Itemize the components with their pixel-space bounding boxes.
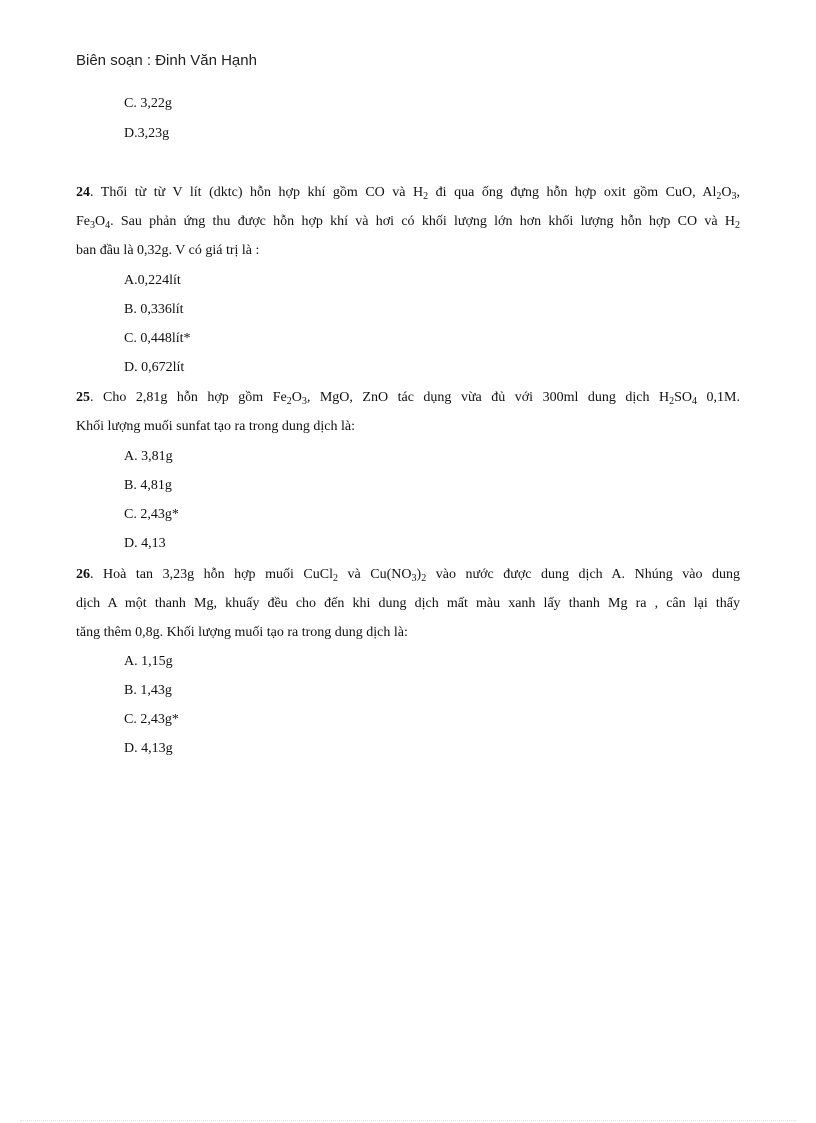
q26-line-3: tăng thêm 0,8g. Khối lượng muối tạo ra trong dung dịch là: — [76, 625, 408, 640]
q26-option-c: C. 2,43g* — [124, 712, 179, 727]
q25-option-a: A. 3,81g — [124, 449, 173, 464]
page-bottom-divider — [20, 1120, 796, 1121]
question-number: 24 — [76, 185, 90, 200]
q25-text: O — [291, 390, 302, 405]
question-26-stem — [76, 560, 740, 647]
q23-option-c: C. 3,22g — [124, 96, 172, 111]
author-header: Biên soạn : Đinh Văn Hạnh — [76, 52, 257, 69]
subscript: 2 — [286, 396, 292, 407]
question-24-stem — [76, 178, 740, 265]
q25-text: SO — [674, 390, 693, 405]
q23-option-d: D.3,23g — [124, 126, 170, 141]
q25-line-2: Khối lượng muối sunfat tạo ra trong dung dịch là: — [76, 419, 356, 434]
q26-option-d: D. 4,13g — [124, 741, 173, 756]
question-number: 25 — [76, 390, 90, 405]
subscript: 2 — [669, 396, 675, 407]
subscript: 2 — [716, 191, 722, 202]
q25-option-b: B. 4,81g — [124, 478, 172, 493]
q24-line-1 — [76, 178, 740, 207]
q24-text: . Sau phản ứng thu được hỗn hợp khí và hơi có khối lượng lớn hơn khối lượng hỗn hợp CO và H — [110, 214, 735, 229]
q26-line-1 — [76, 560, 740, 589]
q25-text: . Cho 2,81g hỗn hợp gồm Fe — [90, 390, 287, 405]
q26-text: và Cu(NO — [338, 567, 412, 582]
q26-text: ) — [416, 567, 422, 582]
subscript: 3 — [301, 396, 307, 407]
q24-line-2 — [76, 207, 740, 236]
question-25-stem — [76, 383, 740, 441]
q24-text: Fe — [76, 214, 90, 229]
q24-option-d: D. 0,672lít — [124, 360, 185, 375]
q26-option-b: B. 1,43g — [124, 683, 172, 698]
q24-text: O — [721, 185, 732, 200]
question-number: 26 — [76, 567, 90, 582]
q24-text: O — [95, 214, 106, 229]
subscript: 3 — [90, 220, 95, 231]
q24-text: , — [736, 185, 740, 200]
subscript: 3 — [411, 573, 417, 584]
subscript: 4 — [692, 396, 698, 407]
subscript: 2 — [735, 220, 740, 231]
q24-option-b: B. 0,336lít — [124, 302, 184, 317]
subscript: 4 — [105, 220, 111, 231]
q25-line-1 — [76, 383, 740, 412]
q24-text: đi qua ống đựng hỗn hợp oxit gồm CuO, Al — [428, 185, 717, 200]
q24-option-c: C. 0,448lít* — [124, 331, 191, 346]
q24-text: . Thổi từ từ V lít (dktc) hỗn hợp khí gồm CO và H — [90, 185, 424, 200]
q26-option-a: A. 1,15g — [124, 654, 173, 669]
q24-option-a: A.0,224lít — [124, 273, 181, 288]
q24-line-3: ban đầu là 0,32g. V có giá trị là : — [76, 243, 260, 258]
subscript: 2 — [333, 573, 338, 584]
q25-option-c: C. 2,43g* — [124, 507, 179, 522]
subscript: 3 — [731, 191, 737, 202]
q25-text: 0,1M. — [697, 390, 740, 405]
q25-option-d: D. 4,13 — [124, 536, 166, 551]
q26-text: . Hoà tan 3,23g hỗn hợp muối CuCl — [90, 567, 333, 582]
q26-line-2: dịch A một thanh Mg, khuấy đều cho đến khi dung dịch mất màu xanh lấy thanh Mg ra , cân lại thấy — [76, 596, 740, 611]
subscript: 2 — [423, 191, 429, 202]
q26-text: vào nước được dung dịch A. Nhúng vào dung — [426, 567, 740, 582]
subscript: 2 — [421, 573, 427, 584]
q25-text: , MgO, ZnO tác dụng vừa đủ với 300ml dung dịch H — [306, 390, 670, 405]
